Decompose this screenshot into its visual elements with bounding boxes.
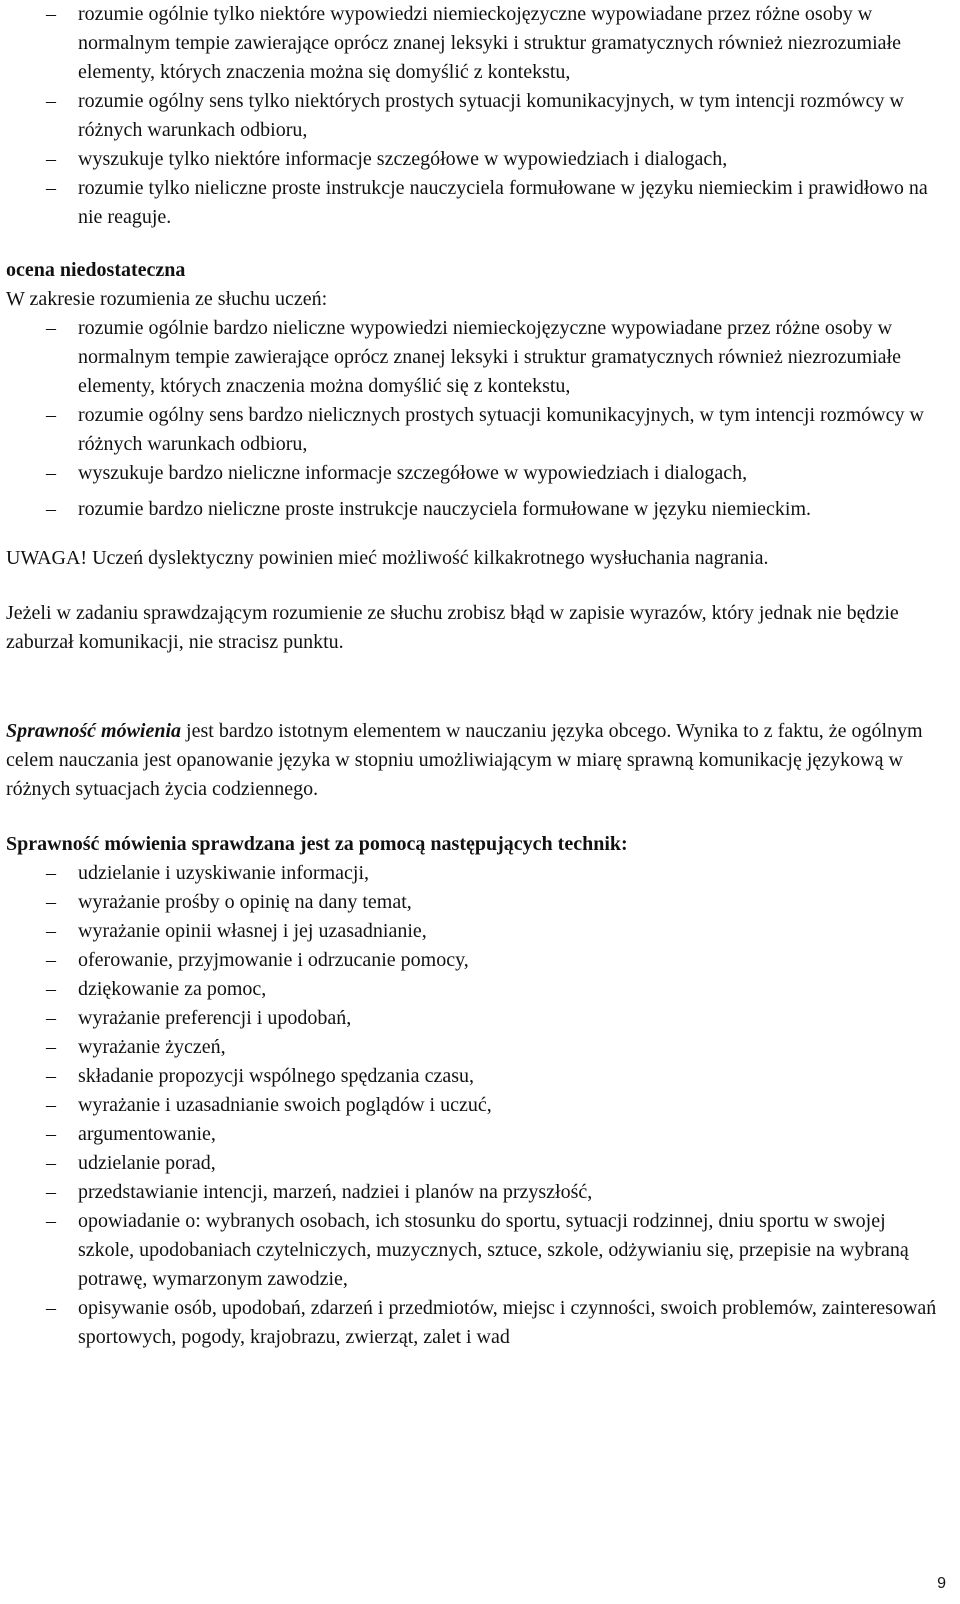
document-page [6,0,946,1352]
list-item [6,946,946,975]
list-item-text: udzielanie porad, [78,1152,216,1174]
dash-bullet: – [46,1297,56,1319]
dash-bullet: – [46,498,56,520]
dash-bullet: – [46,949,56,971]
list-item-text: rozumie ogólny sens bardzo nielicznych prostych sytuacji komunikacyjnych, w tym intencji rozmówcy w różnych warunkach odbioru, [78,404,924,455]
list-item [6,1207,946,1294]
spelling-note: Jeżeli w zadaniu sprawdzającym rozumienie ze słuchu zrobisz błąd w zapisie wyrazów, który jednak nie będzie zaburzał komunikacji, nie stracisz punktu. [6,602,899,653]
list-item [6,888,946,917]
list-item-text: wyszukuje bardzo nieliczne informacje szczegółowe w wypowiedziach i dialogach, [78,462,748,484]
dash-bullet: – [46,978,56,1000]
list-item [6,1294,946,1352]
list-item-text: udzielanie i uzyskiwanie informacji, [78,862,370,884]
list-item [6,1178,946,1207]
list-item [6,1120,946,1149]
list-item-text: rozumie ogólny sens tylko niektórych prostych sytuacji komunikacyjnych, w tym intencji rozmówcy w różnych warunkach odbioru, [78,90,904,141]
list-item-text: przedstawianie intencji, marzeń, nadziei i planów na przyszłość, [78,1181,593,1203]
list-item-text: rozumie bardzo nieliczne proste instrukcje nauczyciela formułowane w języku niemieckim. [78,498,812,520]
techniques-list [6,859,946,1352]
list-item-text: dziękowanie za pomoc, [78,978,267,1000]
list-item-text: wyrażanie opinii własnej i jej uzasadnianie, [78,920,427,942]
list-item [6,459,946,488]
list-item-text: wyrażanie życzeń, [78,1036,226,1058]
list-item-text: rozumie tylko nieliczne proste instrukcje nauczyciela formułowane w języku niemieckim i prawidłowo na nie reaguje. [78,177,928,228]
dash-bullet: – [46,1181,56,1203]
dash-bullet: – [46,1094,56,1116]
dash-bullet: – [46,891,56,913]
list-item [6,917,946,946]
list-item [6,401,946,459]
list-item-text: opisywanie osób, upodobań, zdarzeń i przedmiotów, miejsc i czynności, swoich problemów, zainteresowań sportowych, pogody, krajobrazu, zwierząt, zalet i wad [78,1297,937,1348]
dash-bullet: – [46,177,56,199]
dash-bullet: – [46,1007,56,1029]
listening-criteria-list [6,0,946,232]
dash-bullet: – [46,1123,56,1145]
dash-bullet: – [46,862,56,884]
grade-heading: ocena niedostateczna [6,259,186,281]
list-item-text: wyrażanie prośby o opinię na dany temat, [78,891,412,913]
grade-fail-list [6,314,946,524]
page-number: 9 [937,1575,946,1592]
list-item-text: oferowanie, przyjmowanie i odrzucanie pomocy, [78,949,469,971]
list-item-text: wyrażanie i uzasadnianie swoich poglądów i uczuć, [78,1094,492,1116]
list-item-text: składanie propozycji wspólnego spędzania czasu, [78,1065,474,1087]
list-item-text: wyszukuje tylko niektóre informacje szczegółowe w wypowiedziach i dialogach, [78,148,728,170]
list-item [6,975,946,1004]
speaking-term: Sprawność mówienia [6,720,182,742]
dyslexia-note: UWAGA! Uczeń dyslektyczny powinien mieć możliwość kilkakrotnego wysłuchania nagrania. [6,547,769,569]
list-item [6,1033,946,1062]
dash-bullet: – [46,1036,56,1058]
dash-bullet: – [46,404,56,426]
list-item [6,1062,946,1091]
speaking-intro [6,717,946,804]
list-item [6,314,946,401]
dash-bullet: – [46,920,56,942]
list-item-text: opowiadanie o: wybranych osobach, ich stosunku do sportu, sytuacji rodzinnej, dniu sportu w swojej szkole, upodobaniach czytelniczych, muzycznych, sztuce, szkole, odżywianiu się, przepisie na wybraną potrawę, wymarzonym zawodzie, [78,1210,909,1290]
grade-intro: W zakresie rozumienia ze słuchu uczeń: [6,288,328,310]
dash-bullet: – [46,148,56,170]
list-item-text: rozumie ogólnie tylko niektóre wypowiedzi niemieckojęzyczne wypowiadane przez różne osoby w normalnym tempie zawierające oprócz znanej leksyki i struktur gramatycznych również niezrozumiałe elementy, których znaczenia można się domyślić z kontekstu, [78,3,901,83]
list-item [6,174,946,232]
dash-bullet: – [46,317,56,339]
dash-bullet: – [46,1210,56,1232]
list-item-text: argumentowanie, [78,1123,216,1145]
list-item-text: wyrażanie preferencji i upodobań, [78,1007,352,1029]
list-item [6,1004,946,1033]
list-item [6,145,946,174]
list-item [6,495,946,524]
list-item [6,87,946,145]
list-item [6,1149,946,1178]
speaking-intro-text: jest bardzo istotnym elementem w nauczaniu języka obcego. Wynika to z faktu, że ogólnym celem nauczania jest opanowanie języka w stopniu umożliwiającym w miarę sprawną komunikację językową w różnych sytuacjach życia codziennego. [6,720,923,800]
dash-bullet: – [46,462,56,484]
list-item-text: rozumie ogólnie bardzo nieliczne wypowiedzi niemieckojęzyczne wypowiadane przez różne osoby w normalnym tempie zawierające oprócz znanej leksyki i struktur gramatycznych również niezrozumiałe elementy, których znaczenia można domyślić się z kontekstu, [78,317,901,397]
dash-bullet: – [46,3,56,25]
list-item [6,859,946,888]
dash-bullet: – [46,1065,56,1087]
dash-bullet: – [46,1152,56,1174]
dash-bullet: – [46,90,56,112]
techniques-heading: Sprawność mówienia sprawdzana jest za pomocą następujących technik: [6,833,628,855]
list-item [6,1091,946,1120]
list-item [6,0,946,87]
